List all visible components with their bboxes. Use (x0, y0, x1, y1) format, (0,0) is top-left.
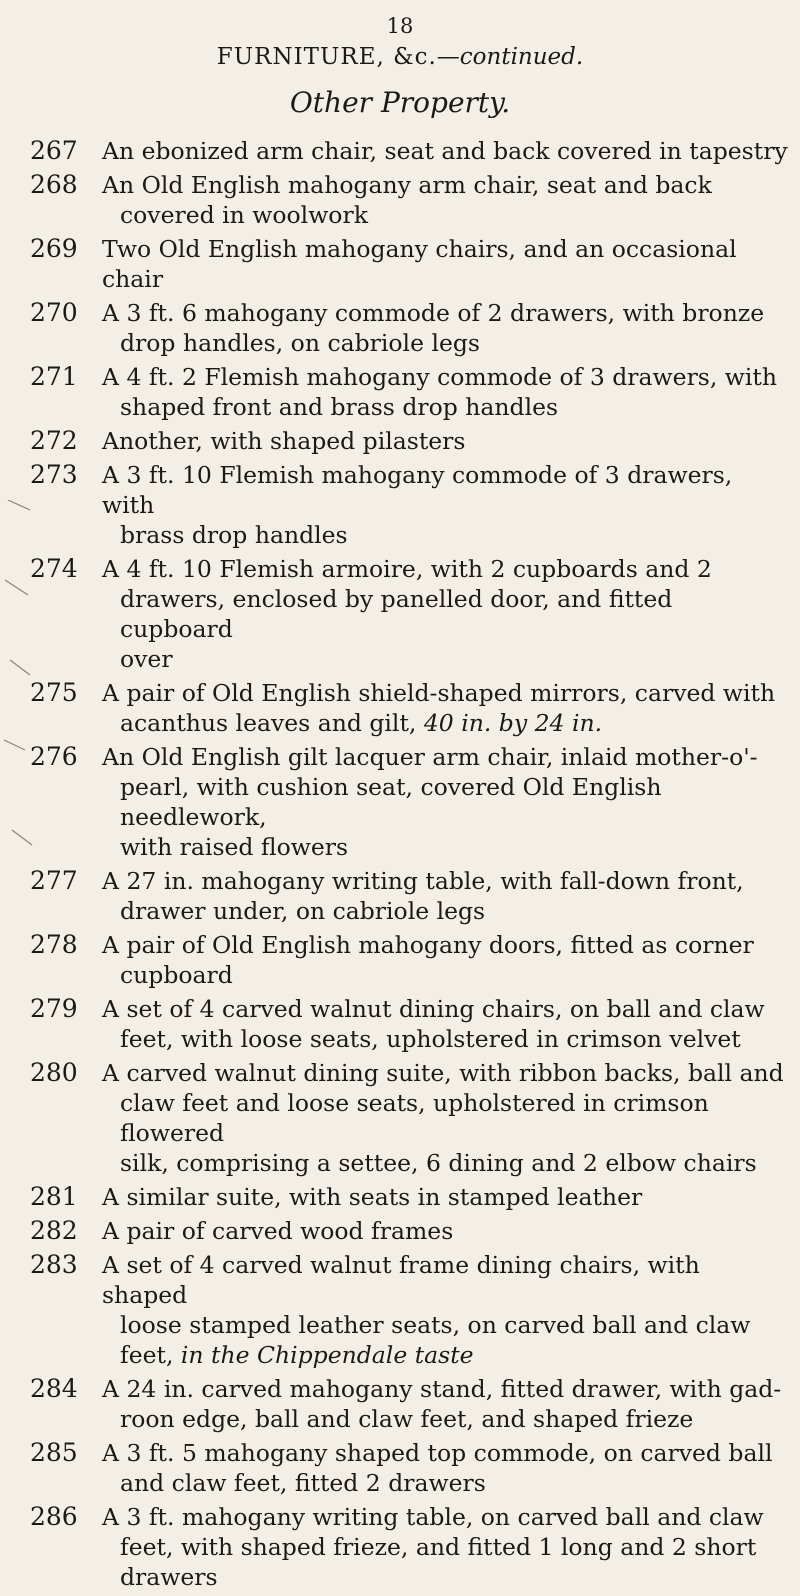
lot-line: A 4 ft. 2 Flemish mahogany commode of 3 drawers, with (102, 363, 778, 391)
lot-number: 270 (30, 298, 78, 327)
lot-number: 285 (30, 1438, 78, 1467)
lot-entry (30, 362, 790, 422)
lot-line: A 4 ft. 10 Flemish armoire, with 2 cupboards and 2 (102, 555, 712, 583)
lot-entry (30, 1438, 790, 1498)
lot-line: A 3 ft. mahogany writing table, on carved ball and claw (102, 1503, 764, 1531)
lot-line: A pair of Old English mahogany doors, fitted as corner (102, 931, 754, 959)
lot-line: A set of 4 carved walnut dining chairs, on ball and claw (102, 995, 765, 1023)
lot-number: 281 (30, 1182, 78, 1211)
lot-line: An Old English gilt lacquer arm chair, inlaid mother-o'- (102, 743, 758, 771)
lot-entry (30, 136, 790, 166)
lot-line: covered in woolwork (120, 201, 368, 229)
lot-line: An Old English mahogany arm chair, seat and back (102, 171, 712, 199)
lot-number: 282 (30, 1216, 78, 1245)
lot-description (102, 742, 790, 862)
running-head-suffix: —continued. (436, 44, 584, 70)
lot-entry (30, 742, 790, 862)
lot-entry (30, 170, 790, 230)
lot-number: 267 (30, 136, 78, 165)
lot-list (30, 136, 790, 1596)
lot-description (102, 1182, 790, 1212)
lot-line: drop handles, on cabriole legs (120, 329, 480, 357)
lot-entry (30, 1182, 790, 1212)
lot-number: 272 (30, 426, 78, 455)
page-number: 18 (386, 14, 414, 38)
lot-line: claw feet and loose seats, upholstered in crimson flowered (120, 1089, 709, 1147)
lot-description (102, 866, 790, 926)
running-head (0, 44, 800, 70)
lot-description (102, 1502, 790, 1592)
lot-description (102, 678, 790, 738)
running-head-title: FURNITURE, &c. (216, 44, 437, 70)
lot-line: feet, in the Chippendale taste (120, 1341, 474, 1369)
lot-number: 275 (30, 678, 78, 707)
lot-entry (30, 298, 790, 358)
lot-entry (30, 460, 790, 550)
lot-line: A pair of Old English shield-shaped mirrors, carved with (102, 679, 776, 707)
lot-description (102, 426, 790, 456)
lot-number: 274 (30, 554, 78, 583)
lot-line: drawers, enclosed by panelled door, and fitted cupboard (120, 585, 673, 643)
lot-entry (30, 1058, 790, 1178)
lot-description (102, 460, 790, 550)
lot-line: A 24 in. carved mahogany stand, fitted drawer, with gad- (102, 1375, 782, 1403)
lot-number: 268 (30, 170, 78, 199)
lot-description (102, 1058, 790, 1178)
lot-description (102, 136, 790, 166)
lot-number: 271 (30, 362, 78, 391)
lot-italic-note: 40 in. by 24 in. (416, 709, 603, 737)
lot-number: 283 (30, 1250, 78, 1279)
lot-entry (30, 554, 790, 674)
lot-italic-note: in the Chippendale taste (173, 1341, 474, 1369)
lot-description (102, 1250, 790, 1370)
lot-line: A 3 ft. 5 mahogany shaped top commode, on carved ball (102, 1439, 773, 1467)
lot-description (102, 170, 790, 230)
lot-entry (30, 866, 790, 926)
lot-line: drawer under, on cabriole legs (120, 897, 486, 925)
lot-entry (30, 426, 790, 456)
lot-line: cupboard (120, 961, 233, 989)
lot-description (102, 930, 790, 990)
lot-number: 273 (30, 460, 78, 489)
lot-number: 269 (30, 234, 78, 263)
lot-entry (30, 234, 790, 294)
lot-line: Another, with shaped pilasters (102, 427, 466, 455)
lot-line: Two Old English mahogany chairs, and an occasional chair (102, 235, 737, 293)
lot-description (102, 362, 790, 422)
lot-line: silk, comprising a settee, 6 dining and 2 elbow chairs (120, 1149, 757, 1177)
lot-line: A 3 ft. 6 mahogany commode of 2 drawers, with bronze (102, 299, 765, 327)
lot-line: feet, with shaped frieze, and fitted 1 long and 2 short (120, 1533, 757, 1561)
lot-description (102, 994, 790, 1054)
lot-number: 279 (30, 994, 78, 1023)
lot-number: 286 (30, 1502, 78, 1531)
lot-line: over (120, 645, 173, 673)
lot-description (102, 234, 790, 294)
lot-number: 277 (30, 866, 78, 895)
lot-description (102, 1374, 790, 1434)
lot-line: drawers (120, 1563, 218, 1591)
lot-entry (30, 1502, 790, 1592)
lot-line: A set of 4 carved walnut frame dining chairs, with shaped (102, 1251, 700, 1309)
lot-entry (30, 1250, 790, 1370)
lot-line: acanthus leaves and gilt, 40 in. by 24 in. (120, 709, 603, 737)
lot-line: pearl, with cushion seat, covered Old English needlework, (120, 773, 662, 831)
lot-line: roon edge, ball and claw feet, and shaped frieze (120, 1405, 694, 1433)
lot-line: A pair of carved wood frames (102, 1217, 454, 1245)
lot-line: loose stamped leather seats, on carved ball and claw (120, 1311, 751, 1339)
lot-line: with raised flowers (120, 833, 349, 861)
lot-line: A carved walnut dining suite, with ribbon backs, ball and (102, 1059, 784, 1087)
lot-entry (30, 1216, 790, 1246)
lot-entry (30, 678, 790, 738)
lot-line: An ebonized arm chair, seat and back covered in tapestry (102, 137, 788, 165)
lot-line: feet, with loose seats, upholstered in crimson velvet (120, 1025, 741, 1053)
lot-description (102, 554, 790, 674)
lot-description (102, 1438, 790, 1498)
lot-entry (30, 994, 790, 1054)
lot-entry (30, 930, 790, 990)
lot-line: A 3 ft. 10 Flemish mahogany commode of 3 drawers, with (102, 461, 733, 519)
lot-number: 278 (30, 930, 78, 959)
lot-line: brass drop handles (120, 521, 348, 549)
lot-description (102, 1216, 790, 1246)
lot-line: A similar suite, with seats in stamped leather (102, 1183, 643, 1211)
lot-number: 284 (30, 1374, 78, 1403)
lot-line: A 27 in. mahogany writing table, with fall-down front, (102, 867, 744, 895)
lot-line: and claw feet, fitted 2 drawers (120, 1469, 486, 1497)
lot-line: shaped front and brass drop handles (120, 393, 559, 421)
lot-number: 276 (30, 742, 78, 771)
lot-description (102, 298, 790, 358)
section-title: Other Property. (289, 86, 511, 119)
lot-number: 280 (30, 1058, 78, 1087)
lot-entry (30, 1374, 790, 1434)
